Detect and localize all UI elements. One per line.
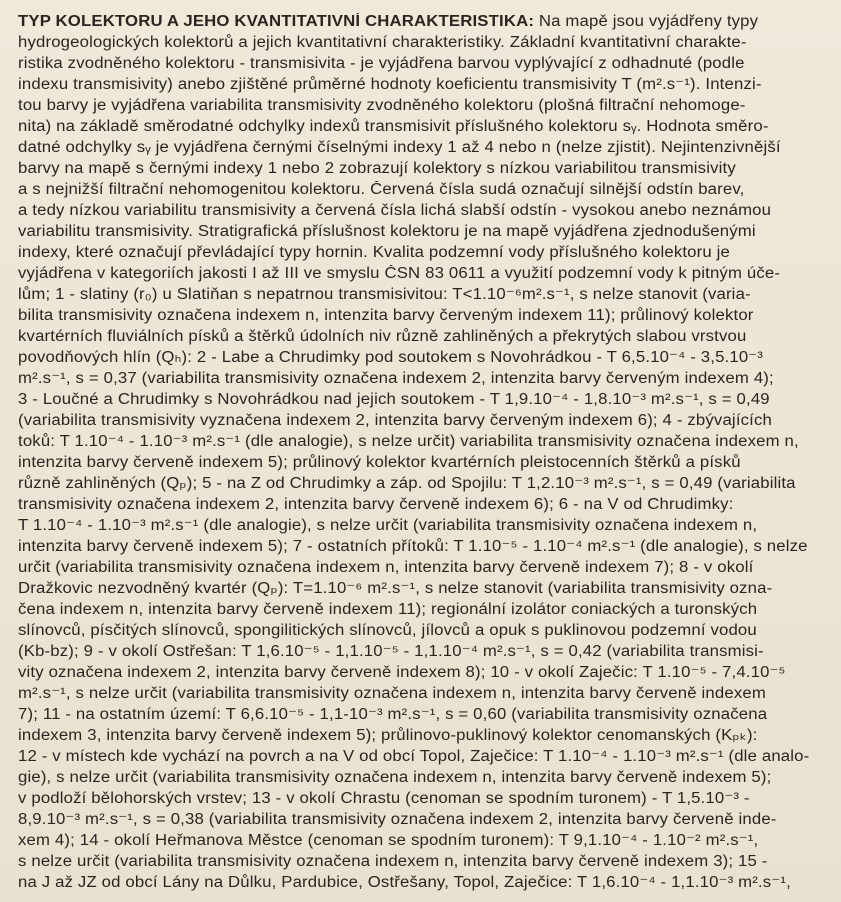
- text-line: 8,9.10⁻³ m².s⁻¹, s = 0,38 (variabilita transmisivity označena indexem 2, intenzita barvy červeně inde-: [18, 811, 777, 828]
- text-line: bilita transmisivity označena indexem n, intenzita barvy červeným indexem 11); průlinový kolektor: [18, 307, 754, 324]
- text-line: nita) na základě směrodatné odchylky indexů transmisivit příslušného kolektoru sᵧ. Hodnota směro-: [18, 118, 769, 135]
- text-line-1: [18, 12, 758, 32]
- text-line: povodňových hlín (Qₕ): 2 - Labe a Chrudimky pod soutokem s Novohrádkou - T 6,5.10⁻⁴ - 3,5.10⁻³: [18, 349, 764, 366]
- text-line: transmisivity označena indexem 2, intenzita barvy červeně indexem 6); 6 - na V od Chrudimky:: [18, 496, 734, 513]
- text-line: tou barvy je vyjádřena variabilita transmisivity zvodněného kolektoru (plošná filtrační nehomoge-: [18, 97, 746, 114]
- text-line: ristika zvodněného kolektoru - transmisivita - je vyjádřena barvou vyplývající z odhadnuté (podle: [18, 55, 745, 72]
- text-line: indexem 3, intenzita barvy červeně indexem 5); průlinovo-puklinový kolektor cenomanských (Kₚₖ):: [18, 727, 758, 744]
- text-line: T 1.10⁻⁴ - 1.10⁻³ m².s⁻¹ (dle analogie), s nelze určit (variabilita transmisivity označena indexem n,: [18, 517, 758, 534]
- text-line: na J až JZ od obcí Lány na Důlku, Pardubice, Ostřešany, Topol, Zaječice: T 1,6.10⁻⁴ - 1,1.10⁻³ m².s⁻¹,: [18, 874, 791, 891]
- text-line: barvy na mapě s černými indexy 1 nebo 2 zobrazují kolektory s nízkou variabilitou transmisivity: [18, 160, 736, 177]
- text-line: 12 - v místech kde vychází na povrch a na V od obcí Topol, Zaječice: T 1.10⁻⁴ - 1.10⁻³ m².s⁻¹ (dle analo-: [18, 748, 810, 765]
- text-line: 7); 11 - na ostatním území: T 6,6.10⁻⁵ - 1,1-10⁻³ m².s⁻¹, s = 0,60 (variabilita transmisivity označena: [18, 706, 768, 723]
- text-line: indexu transmisivity) anebo zjištěné průměrné hodnoty koeficientu transmisivity T (m².s⁻¹). Intenzi-: [18, 76, 762, 93]
- text-line: variabilitu transmisivity. Stratigrafická příslušnost kolektoru je na mapě vyjádřena zjednodušenými: [18, 223, 756, 240]
- text-line: v podloží bělohorských vrstev; 13 - v okolí Chrastu (cenoman se spodním turonem) - T 1,5.10⁻³ -: [18, 790, 750, 807]
- text-line: gie), s nelze určit (variabilita transmisivity označena indexem n, intenzita barvy červeně indexem 5);: [18, 769, 772, 786]
- text-line: s nelze určit (variabilita transmisivity označena indexem n, intenzita barvy červeně indexem 3); 15 -: [18, 853, 768, 870]
- text-line: určit (variabilita transmisivity označena indexem n, intenzita barvy červeně indexem 7); 8 - v okolí: [18, 559, 754, 576]
- line-text: Na mapě jsou vyjádřeny typy: [534, 13, 759, 30]
- text-line: a tedy nízkou variabilitu transmisivity a červená čísla lichá slabší odstín - vysokou anebo neznámou: [18, 202, 772, 219]
- text-line: Dražkovic nezvodněný kvartér (Qₚ): T=1.10⁻⁶ m².s⁻¹, s nelze stanovit (variabilita transmisivity ozna-: [18, 580, 773, 597]
- text-line: a s nejnižší filtrační nehomogenitou kolektoru. Červená čísla sudá označují silnější odstín barev,: [18, 181, 745, 198]
- text-line: (Kb-bz); 9 - v okolí Ostřešan: T 1,6.10⁻⁵ - 1,1.10⁻⁵ - 1,1.10⁻⁴ m².s⁻¹, s = 0,42 (variabilita transmisi-: [18, 643, 764, 660]
- text-line: m².s⁻¹, s = 0,37 (variabilita transmisivity označena indexem 2, intenzita barvy červeným indexem 4);: [18, 370, 774, 387]
- text-line: datné odchylky sᵧ je vyjádřena černými číselnými indexy 1 až 4 nebo n (nelze zjistit). Nejintenzivnější: [18, 139, 781, 156]
- text-line: kvartérních fluviálních písků a štěrků údolních niv různě zahliněných a překrytých slabou vrstvou: [18, 328, 747, 345]
- section-heading: TYP KOLEKTORU A JEHO KVANTITATIVNÍ CHARAKTERISTIKA:: [18, 13, 535, 30]
- text-line: 3 - Loučné a Chrudimky s Novohrádkou nad jejich soutokem - T 1,9.10⁻⁴ - 1,8.10⁻³ m².s⁻¹, s = 0,49: [18, 391, 770, 408]
- text-line: hydrogeologických kolektorů a jejich kvantitativní charakteristiky. Základní kvantitativní charakte-: [18, 34, 747, 51]
- text-line: toků: T 1.10⁻⁴ - 1.10⁻³ m².s⁻¹ (dle analogie), s nelze určit) variabilita transmisivity označena indexem n,: [18, 433, 799, 450]
- text-line: intenzita barvy červeně indexem 5); průlinový kolektor kvartérních pleistocenních štěrků a písků: [18, 454, 741, 471]
- text-line: m².s⁻¹, s nelze určit (variabilita transmisivity označena indexem n, intenzita barvy červeně indexem: [18, 685, 766, 702]
- text-line: intenzita barvy červeně indexem 5); 7 - ostatních přítoků: T 1.10⁻⁵ - 1.10⁻⁴ m².s⁻¹ (dle analogie), s nelze: [18, 538, 808, 555]
- text-line: různě zahliněných (Qₚ); 5 - na Z od Chrudimky a záp. od Spojilu: T 1,2.10⁻³ m².s⁻¹, s = 0,49 (variabilita: [18, 475, 796, 492]
- text-line: lům; 1 - slatiny (r₀) u Slatiňan s nepatrnou transmisivitou: T<1.10⁻⁶m².s⁻¹, s nelze stanovit (varia-: [18, 286, 751, 303]
- text-line: xem 4); 14 - okolí Heřmanova Městce (cenoman se spodním turonem): T 9,1.10⁻⁴ - 1.10⁻² m².s⁻¹,: [18, 832, 759, 849]
- text-line: (variabilita transmisivity vyznačena indexem 2, intenzita barvy červeným indexem 6); 4 - zbývajících: [18, 412, 772, 429]
- text-line: slínovců, písčitých slínovců, spongilitických slínovců, jílovců a opuk s puklinovou podzemní vodou: [18, 622, 757, 639]
- text-line: indexy, které označují převládající typy hornin. Kvalita podzemní vody příslušného kolektoru je: [18, 244, 731, 261]
- text-line: vyjádřena v kategoriích jakosti I až III ve smyslu ČSN 83 0611 a využití podzemní vody k pitným úče-: [18, 265, 781, 282]
- text-line: čena indexem n, intenzita barvy červeně indexem 11); regionální izolátor coniackých a turonských: [18, 601, 758, 618]
- text-line: vity označena indexem 2, intenzita barvy červeně indexem 8); 10 - v okolí Zaječic: T 1.10⁻⁵ - 7,4.10⁻⁵: [18, 664, 786, 681]
